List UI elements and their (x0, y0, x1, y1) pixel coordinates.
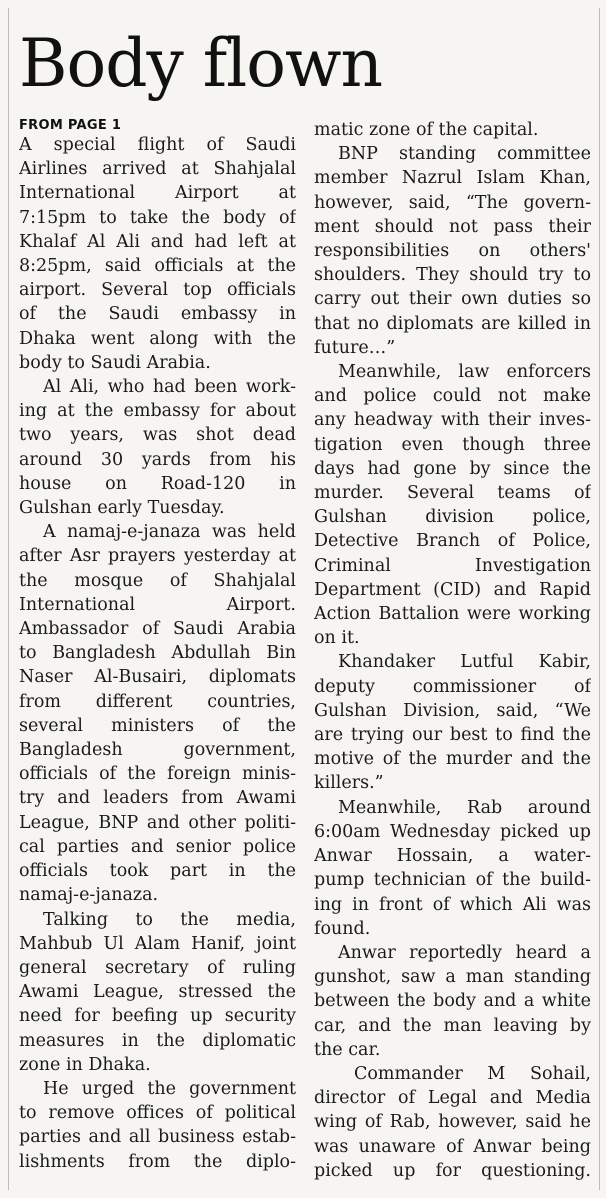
text-line: to remove offices of political (19, 1103, 296, 1124)
text-line: carry out their own duties so (314, 289, 591, 310)
text-line: pump technician of the build- (314, 870, 591, 891)
text-line: Dhaka went along with the (19, 328, 296, 349)
text-line: was unaware of Anwar being (314, 1136, 591, 1157)
text-line: gunshot, saw a man standing (314, 967, 591, 988)
text-line: need for beefing up security (19, 1006, 296, 1027)
text-line: days had gone by since the (314, 458, 591, 479)
text-line: killers.” (314, 773, 384, 794)
text-line: future…” (314, 337, 396, 358)
text-line: Anwar Hossain, a water- (314, 846, 591, 867)
text-line: two years, was shot dead (19, 425, 296, 446)
text-line: any headway with their inves- (314, 410, 591, 431)
text-line: after Asr prayers yesterday at (19, 546, 296, 567)
text-line: Commander M Sohail, (354, 1063, 591, 1084)
text-line: member Nazrul Islam Khan, (314, 168, 591, 189)
text-line: to Bangladesh Abdullah Bin (19, 643, 296, 664)
text-line: Gulshan division police, (314, 507, 591, 528)
text-line: body to Saudi Arabia. (19, 352, 211, 373)
text-line: He urged the government (43, 1078, 296, 1099)
text-line: Detective Branch of Police, (314, 531, 591, 552)
text-line: officials took part in the (19, 861, 296, 882)
text-line: from different countries, (19, 691, 296, 712)
text-line: zone in Dhaka. (19, 1054, 151, 1075)
text-line: shoulders. They should try to (314, 265, 591, 286)
text-line: murder. Several teams of (314, 483, 591, 504)
headline: Body flown (19, 25, 383, 102)
text-line: Meanwhile, Rab around (338, 797, 591, 818)
kicker: FROM PAGE 1 (19, 118, 122, 133)
text-line: Department (CID) and Rapid (314, 579, 591, 600)
text-line: found. (314, 918, 371, 939)
text-line: Airlines arrived at Shahjalal (19, 159, 296, 180)
text-line: on it. (314, 628, 360, 649)
text-line: ing at the embassy for about (19, 401, 296, 422)
text-line: house on Road-120 in (19, 473, 296, 494)
text-line: Khalaf Al Ali and had left at (19, 231, 296, 252)
text-line: deputy commissioner of (314, 676, 591, 697)
text-line: car, and the man leaving by (314, 1015, 591, 1036)
text-line: namaj-e-janaza. (19, 885, 159, 906)
column-left (19, 118, 296, 1183)
text-line: League, BNP and other politi- (19, 812, 296, 833)
text-line: officials of the foreign minis- (19, 764, 296, 785)
text-line: Talking to the media, (43, 909, 296, 930)
text-line: responsibilities on others' (314, 241, 591, 262)
text-line: Awami League, stressed the (19, 982, 296, 1003)
text-line: matic zone of the capital. (314, 120, 539, 140)
text-line: wing of Rab, however, said he (314, 1112, 591, 1133)
text-line: around 30 yards from his (19, 449, 296, 470)
text-line: 7:15pm to take the body of (19, 207, 296, 228)
text-line: Anwar reportedly heard a (338, 942, 591, 963)
text-line: ing in front of which Ali was (314, 894, 591, 915)
text-line: of the Saudi embassy in (19, 304, 296, 325)
text-line: 6:00am Wednesday picked up (314, 821, 591, 842)
text-line: Ambassador of Saudi Arabia (19, 619, 296, 640)
text-line: motive of the murder and the (314, 749, 591, 770)
text-line: Gulshan early Tuesday. (19, 498, 225, 519)
text-line: are trying our best to find the (314, 725, 591, 746)
text-line: measures in the diplomatic (19, 1030, 296, 1051)
text-line: Naser Al-Busairi, diplomats (19, 667, 296, 688)
text-line: International Airport. (19, 594, 296, 615)
text-line: that no diplomats are killed in (314, 313, 591, 334)
column-right (314, 118, 591, 1183)
text-line: Al Ali, who had been work- (43, 377, 296, 398)
text-line: International Airport at (19, 183, 296, 204)
text-line: however, said, “The govern- (314, 192, 591, 213)
text-line: A namaj-e-janaza was held (43, 522, 296, 543)
text-line: BNP standing committee (338, 144, 591, 165)
text-line: cal parties and senior police (19, 836, 296, 857)
text-line: Meanwhile, law enforcers (338, 362, 591, 383)
text-line: several ministers of the (19, 715, 296, 736)
text-line: Mahbub Ul Alam Hanif, joint (19, 933, 296, 954)
newspaper-clipping (8, 8, 600, 1190)
text-line: lishments from the diplo- (19, 1151, 296, 1172)
text-line: airport. Several top officials (19, 280, 296, 301)
text-line: director of Legal and Media (314, 1088, 591, 1109)
text-line: and police could not make (314, 386, 591, 407)
text-line: Gulshan Division, said, “We (314, 700, 591, 721)
text-line: try and leaders from Awami (19, 788, 296, 809)
text-line: tigation even though three (314, 434, 591, 455)
article-body (19, 118, 591, 1183)
text-line: Bangladesh government, (19, 740, 296, 761)
text-line: parties and all business estab- (19, 1127, 296, 1148)
text-line: the mosque of Shahjalal (19, 570, 296, 591)
text-line: Khandaker Lutful Kabir, (338, 652, 591, 673)
text-line: Action Battalion were working (314, 604, 591, 625)
text-line: the car. (314, 1039, 381, 1060)
text-line: between the body and a white (314, 991, 591, 1012)
text-line: ment should not pass their (314, 216, 591, 237)
text-line: picked up for questioning. (314, 1160, 591, 1181)
text-line: 8:25pm, said officials at the (19, 256, 296, 277)
text-line: Criminal Investigation (314, 555, 591, 576)
text-line: general secretary of ruling (19, 957, 296, 978)
text-line: A special flight of Saudi (19, 135, 296, 155)
